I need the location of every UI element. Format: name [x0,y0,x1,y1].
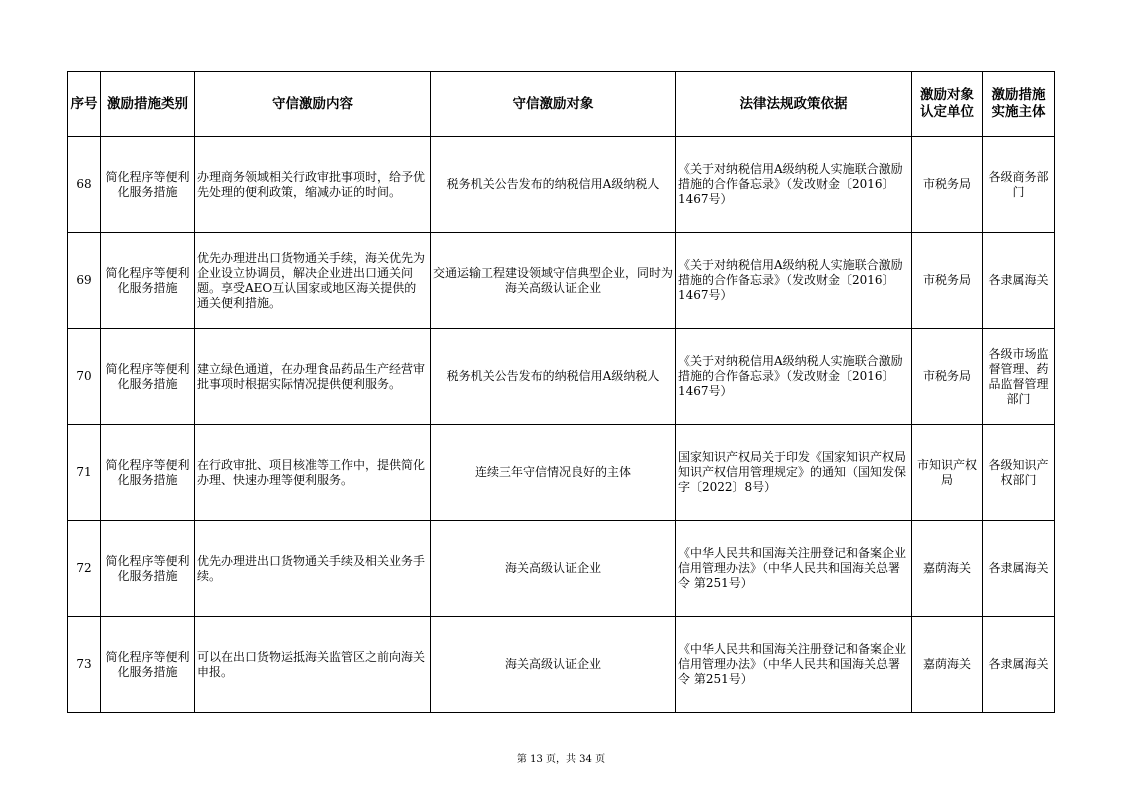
cell-no: 71 [68,425,101,521]
cell-unit: 市税务局 [912,329,983,425]
cell-no: 70 [68,329,101,425]
cell-content: 优先办理进出口货物通关手续，海关优先为企业设立协调员，解决企业进出口通关问题。享受AEO互认国家或地区海关提供的通关便利措施。 [195,233,431,329]
cell-executor: 各隶属海关 [983,233,1055,329]
cell-basis: 《中华人民共和国海关注册登记和备案企业信用管理办法》（中华人民共和国海关总署令 第251号） [676,617,912,713]
cell-content: 在行政审批、项目核准等工作中，提供简化办理、快速办理等便利服务。 [195,425,431,521]
table-row [68,233,1055,329]
cell-target: 税务机关公告发布的纳税信用A级纳税人 [431,137,676,233]
cell-category: 简化程序等便利化服务措施 [101,425,195,521]
measures-table [67,71,1055,713]
table-row [68,617,1055,713]
cell-target: 海关高级认证企业 [431,617,676,713]
cell-no: 73 [68,617,101,713]
cell-no: 72 [68,521,101,617]
cell-unit: 嘉荫海关 [912,617,983,713]
cell-executor: 各隶属海关 [983,617,1055,713]
header-unit: 激励对象认定单位 [912,72,983,137]
cell-basis: 《关于对纳税信用A级纳税人实施联合激励措施的合作备忘录》（发改财金〔2016〕1467号） [676,137,912,233]
header-content: 守信激励内容 [195,72,431,137]
header-executor: 激励措施实施主体 [983,72,1055,137]
table-header-row [68,72,1055,137]
cell-basis: 国家知识产权局关于印发《国家知识产权局知识产权信用管理规定》的通知（国知发保字〔2022〕8号） [676,425,912,521]
cell-executor: 各级知识产权部门 [983,425,1055,521]
cell-no: 68 [68,137,101,233]
cell-target: 连续三年守信情况良好的主体 [431,425,676,521]
cell-target: 海关高级认证企业 [431,521,676,617]
header-no: 序号 [68,72,101,137]
cell-content: 可以在出口货物运抵海关监管区之前向海关申报。 [195,617,431,713]
cell-executor: 各级商务部门 [983,137,1055,233]
table-row [68,329,1055,425]
cell-content: 优先办理进出口货物通关手续及相关业务手续。 [195,521,431,617]
table-row [68,137,1055,233]
cell-content: 办理商务领域相关行政审批事项时，给予优先处理的便利政策，缩减办证的时间。 [195,137,431,233]
cell-category: 简化程序等便利化服务措施 [101,233,195,329]
cell-executor: 各隶属海关 [983,521,1055,617]
header-category: 激励措施类别 [101,72,195,137]
cell-executor: 各级市场监督管理、药品监督管理部门 [983,329,1055,425]
table-row [68,521,1055,617]
cell-no: 69 [68,233,101,329]
cell-unit: 市税务局 [912,137,983,233]
cell-category: 简化程序等便利化服务措施 [101,617,195,713]
header-target: 守信激励对象 [431,72,676,137]
cell-unit: 嘉荫海关 [912,521,983,617]
cell-unit: 市知识产权局 [912,425,983,521]
cell-target: 税务机关公告发布的纳税信用A级纳税人 [431,329,676,425]
cell-basis: 《关于对纳税信用A级纳税人实施联合激励措施的合作备忘录》（发改财金〔2016〕1467号） [676,233,912,329]
cell-basis: 《关于对纳税信用A级纳税人实施联合激励措施的合作备忘录》（发改财金〔2016〕1467号） [676,329,912,425]
cell-target: 交通运输工程建设领域守信典型企业，同时为海关高级认证企业 [431,233,676,329]
header-basis: 法律法规政策依据 [676,72,912,137]
table-row [68,425,1055,521]
page-footer: 第 13 页，共 34 页 [516,754,606,765]
cell-unit: 市税务局 [912,233,983,329]
cell-category: 简化程序等便利化服务措施 [101,329,195,425]
cell-basis: 《中华人民共和国海关注册登记和备案企业信用管理办法》（中华人民共和国海关总署令 第251号） [676,521,912,617]
cell-category: 简化程序等便利化服务措施 [101,521,195,617]
cell-category: 简化程序等便利化服务措施 [101,137,195,233]
cell-content: 建立绿色通道，在办理食品药品生产经营审批事项时根据实际情况提供便利服务。 [195,329,431,425]
